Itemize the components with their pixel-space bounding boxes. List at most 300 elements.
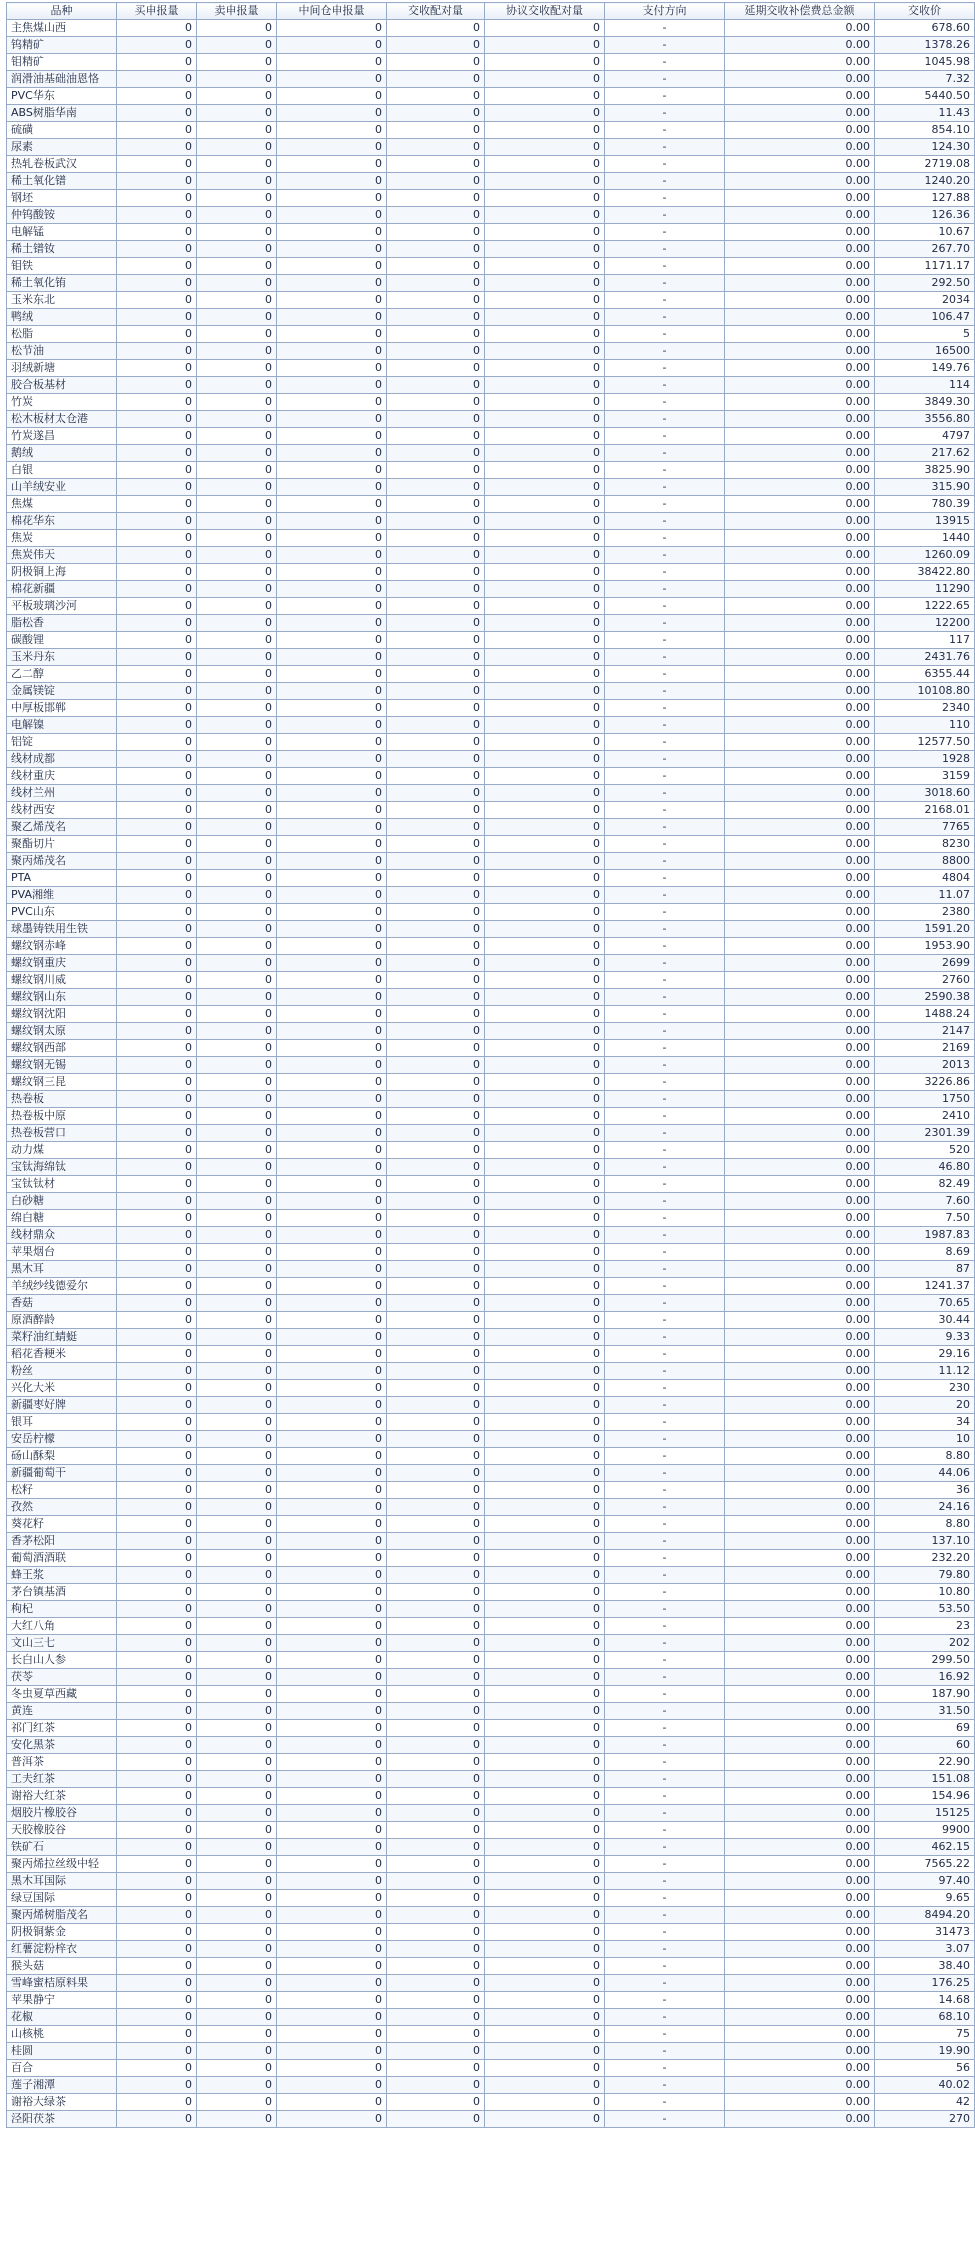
- intermediate-volume-cell: 0: [277, 37, 387, 54]
- table-row: [7, 785, 975, 802]
- buy-volume-cell: 0: [117, 479, 197, 496]
- matched-volume-cell: 0: [387, 1397, 485, 1414]
- buy-volume-cell: 0: [117, 1533, 197, 1550]
- buy-volume-cell: 0: [117, 1278, 197, 1295]
- agreement-matched-volume-cell: 0: [485, 581, 605, 598]
- buy-volume-cell: 0: [117, 1159, 197, 1176]
- buy-volume-cell: 0: [117, 1550, 197, 1567]
- variety-cell: ABS树脂华南: [7, 105, 117, 122]
- sell-volume-cell: 0: [197, 2077, 277, 2094]
- payment-direction-cell: -: [605, 1686, 725, 1703]
- delivery-price-cell: 1440: [875, 530, 975, 547]
- intermediate-volume-cell: 0: [277, 938, 387, 955]
- sell-volume-cell: 0: [197, 904, 277, 921]
- agreement-matched-volume-cell: 0: [485, 955, 605, 972]
- deferred-fee-cell: 0.00: [725, 411, 875, 428]
- deferred-fee-cell: 0.00: [725, 1346, 875, 1363]
- payment-direction-cell: -: [605, 1856, 725, 1873]
- variety-cell: 玉米东北: [7, 292, 117, 309]
- agreement-matched-volume-cell: 0: [485, 1584, 605, 1601]
- deferred-fee-cell: 0.00: [725, 1805, 875, 1822]
- matched-volume-cell: 0: [387, 853, 485, 870]
- table-row: [7, 88, 975, 105]
- agreement-matched-volume-cell: 0: [485, 1363, 605, 1380]
- table-row: [7, 343, 975, 360]
- delivery-price-cell: 12200: [875, 615, 975, 632]
- payment-direction-cell: -: [605, 1805, 725, 1822]
- matched-volume-cell: 0: [387, 1074, 485, 1091]
- payment-direction-cell: -: [605, 530, 725, 547]
- table-row: [7, 1431, 975, 1448]
- delivery-price-cell: 46.80: [875, 1159, 975, 1176]
- delivery-price-cell: 40.02: [875, 2077, 975, 2094]
- agreement-matched-volume-cell: 0: [485, 1941, 605, 1958]
- deferred-fee-cell: 0.00: [725, 1975, 875, 1992]
- agreement-matched-volume-cell: 0: [485, 479, 605, 496]
- sell-volume-cell: 0: [197, 54, 277, 71]
- header-matched-volume[interactable]: 交收配对量: [387, 3, 485, 20]
- sell-volume-cell: 0: [197, 1363, 277, 1380]
- delivery-price-cell: 20: [875, 1397, 975, 1414]
- table-row: [7, 326, 975, 343]
- sell-volume-cell: 0: [197, 241, 277, 258]
- table-row: [7, 1703, 975, 1720]
- deferred-fee-cell: 0.00: [725, 1771, 875, 1788]
- variety-cell: 香茅松阳: [7, 1533, 117, 1550]
- delivery-price-cell: 7765: [875, 819, 975, 836]
- matched-volume-cell: 0: [387, 88, 485, 105]
- buy-volume-cell: 0: [117, 37, 197, 54]
- deferred-fee-cell: 0.00: [725, 989, 875, 1006]
- table-row: [7, 190, 975, 207]
- table-row: [7, 1941, 975, 1958]
- buy-volume-cell: 0: [117, 972, 197, 989]
- agreement-matched-volume-cell: 0: [485, 1210, 605, 1227]
- header-deferred-fee-total[interactable]: 延期交收补偿费总金额: [725, 3, 875, 20]
- sell-volume-cell: 0: [197, 462, 277, 479]
- deferred-fee-cell: 0.00: [725, 1482, 875, 1499]
- deferred-fee-cell: 0.00: [725, 615, 875, 632]
- sell-volume-cell: 0: [197, 1635, 277, 1652]
- header-variety[interactable]: 品种: [7, 3, 117, 20]
- payment-direction-cell: -: [605, 904, 725, 921]
- payment-direction-cell: -: [605, 1771, 725, 1788]
- buy-volume-cell: 0: [117, 1431, 197, 1448]
- sell-volume-cell: 0: [197, 2111, 277, 2128]
- sell-volume-cell: 0: [197, 802, 277, 819]
- intermediate-volume-cell: 0: [277, 1465, 387, 1482]
- variety-cell: 动力煤: [7, 1142, 117, 1159]
- matched-volume-cell: 0: [387, 173, 485, 190]
- delivery-table-container: [6, 2, 975, 2128]
- variety-cell: 山羊绒安业: [7, 479, 117, 496]
- table-row: [7, 632, 975, 649]
- sell-volume-cell: 0: [197, 1193, 277, 1210]
- delivery-price-cell: 117: [875, 632, 975, 649]
- intermediate-volume-cell: 0: [277, 751, 387, 768]
- table-row: [7, 1193, 975, 1210]
- intermediate-volume-cell: 0: [277, 1992, 387, 2009]
- delivery-price-cell: 520: [875, 1142, 975, 1159]
- variety-cell: 聚丙烯树脂茂名: [7, 1907, 117, 1924]
- matched-volume-cell: 0: [387, 1210, 485, 1227]
- agreement-matched-volume-cell: 0: [485, 870, 605, 887]
- delivery-price-cell: 9.65: [875, 1890, 975, 1907]
- buy-volume-cell: 0: [117, 802, 197, 819]
- payment-direction-cell: -: [605, 1023, 725, 1040]
- delivery-price-cell: 34: [875, 1414, 975, 1431]
- intermediate-volume-cell: 0: [277, 1567, 387, 1584]
- variety-cell: 烟胶片橡胶谷: [7, 1805, 117, 1822]
- sell-volume-cell: 0: [197, 1839, 277, 1856]
- matched-volume-cell: 0: [387, 2094, 485, 2111]
- sell-volume-cell: 0: [197, 343, 277, 360]
- buy-volume-cell: 0: [117, 1057, 197, 1074]
- sell-volume-cell: 0: [197, 1431, 277, 1448]
- payment-direction-cell: -: [605, 836, 725, 853]
- deferred-fee-cell: 0.00: [725, 717, 875, 734]
- buy-volume-cell: 0: [117, 1992, 197, 2009]
- buy-volume-cell: 0: [117, 275, 197, 292]
- agreement-matched-volume-cell: 0: [485, 836, 605, 853]
- table-row: [7, 802, 975, 819]
- agreement-matched-volume-cell: 0: [485, 989, 605, 1006]
- intermediate-volume-cell: 0: [277, 1363, 387, 1380]
- intermediate-volume-cell: 0: [277, 1074, 387, 1091]
- variety-cell: 阴极铜紫金: [7, 1924, 117, 1941]
- payment-direction-cell: -: [605, 1890, 725, 1907]
- intermediate-volume-cell: 0: [277, 411, 387, 428]
- payment-direction-cell: -: [605, 1193, 725, 1210]
- header-buy-volume[interactable]: 买申报量: [117, 3, 197, 20]
- delivery-price-cell: 1240.20: [875, 173, 975, 190]
- payment-direction-cell: -: [605, 1108, 725, 1125]
- intermediate-volume-cell: 0: [277, 88, 387, 105]
- table-row: [7, 1907, 975, 1924]
- delivery-price-cell: 678.60: [875, 20, 975, 37]
- buy-volume-cell: 0: [117, 1074, 197, 1091]
- payment-direction-cell: -: [605, 1499, 725, 1516]
- buy-volume-cell: 0: [117, 1397, 197, 1414]
- header-payment-direction[interactable]: 支付方向: [605, 3, 725, 20]
- variety-cell: 聚乙烯茂名: [7, 819, 117, 836]
- sell-volume-cell: 0: [197, 1057, 277, 1074]
- buy-volume-cell: 0: [117, 2094, 197, 2111]
- delivery-price-cell: 127.88: [875, 190, 975, 207]
- intermediate-volume-cell: 0: [277, 734, 387, 751]
- sell-volume-cell: 0: [197, 2009, 277, 2026]
- deferred-fee-cell: 0.00: [725, 819, 875, 836]
- agreement-matched-volume-cell: 0: [485, 649, 605, 666]
- delivery-price-cell: 151.08: [875, 1771, 975, 1788]
- header-sell-volume[interactable]: 卖申报量: [197, 3, 277, 20]
- payment-direction-cell: -: [605, 1448, 725, 1465]
- agreement-matched-volume-cell: 0: [485, 683, 605, 700]
- matched-volume-cell: 0: [387, 955, 485, 972]
- agreement-matched-volume-cell: 0: [485, 1074, 605, 1091]
- deferred-fee-cell: 0.00: [725, 1261, 875, 1278]
- payment-direction-cell: -: [605, 615, 725, 632]
- variety-cell: 棉花华东: [7, 513, 117, 530]
- intermediate-volume-cell: 0: [277, 1584, 387, 1601]
- sell-volume-cell: 0: [197, 1958, 277, 1975]
- sell-volume-cell: 0: [197, 700, 277, 717]
- sell-volume-cell: 0: [197, 1584, 277, 1601]
- intermediate-volume-cell: 0: [277, 1006, 387, 1023]
- delivery-price-cell: 14.68: [875, 1992, 975, 2009]
- deferred-fee-cell: 0.00: [725, 1278, 875, 1295]
- buy-volume-cell: 0: [117, 1448, 197, 1465]
- payment-direction-cell: -: [605, 1057, 725, 1074]
- buy-volume-cell: 0: [117, 241, 197, 258]
- matched-volume-cell: 0: [387, 292, 485, 309]
- intermediate-volume-cell: 0: [277, 2111, 387, 2128]
- intermediate-volume-cell: 0: [277, 1686, 387, 1703]
- agreement-matched-volume-cell: 0: [485, 54, 605, 71]
- payment-direction-cell: -: [605, 1924, 725, 1941]
- agreement-matched-volume-cell: 0: [485, 1295, 605, 1312]
- payment-direction-cell: -: [605, 1329, 725, 1346]
- header-agreement-matched-volume[interactable]: 协议交收配对量: [485, 3, 605, 20]
- agreement-matched-volume-cell: 0: [485, 1397, 605, 1414]
- intermediate-volume-cell: 0: [277, 887, 387, 904]
- agreement-matched-volume-cell: 0: [485, 1159, 605, 1176]
- deferred-fee-cell: 0.00: [725, 1125, 875, 1142]
- matched-volume-cell: 0: [387, 615, 485, 632]
- sell-volume-cell: 0: [197, 1499, 277, 1516]
- payment-direction-cell: -: [605, 275, 725, 292]
- intermediate-volume-cell: 0: [277, 666, 387, 683]
- buy-volume-cell: 0: [117, 1856, 197, 1873]
- table-row: [7, 1380, 975, 1397]
- agreement-matched-volume-cell: 0: [485, 1703, 605, 1720]
- intermediate-volume-cell: 0: [277, 1295, 387, 1312]
- buy-volume-cell: 0: [117, 1023, 197, 1040]
- table-row: [7, 1448, 975, 1465]
- delivery-price-cell: 10: [875, 1431, 975, 1448]
- agreement-matched-volume-cell: 0: [485, 224, 605, 241]
- variety-cell: 枸杞: [7, 1601, 117, 1618]
- sell-volume-cell: 0: [197, 411, 277, 428]
- intermediate-volume-cell: 0: [277, 870, 387, 887]
- table-row: [7, 1057, 975, 1074]
- payment-direction-cell: -: [605, 54, 725, 71]
- matched-volume-cell: 0: [387, 2009, 485, 2026]
- deferred-fee-cell: 0.00: [725, 2094, 875, 2111]
- buy-volume-cell: 0: [117, 921, 197, 938]
- table-row: [7, 1414, 975, 1431]
- deferred-fee-cell: 0.00: [725, 1550, 875, 1567]
- variety-cell: 粉丝: [7, 1363, 117, 1380]
- payment-direction-cell: -: [605, 207, 725, 224]
- table-row: [7, 1397, 975, 1414]
- sell-volume-cell: 0: [197, 156, 277, 173]
- sell-volume-cell: 0: [197, 394, 277, 411]
- buy-volume-cell: 0: [117, 1686, 197, 1703]
- matched-volume-cell: 0: [387, 921, 485, 938]
- table-row: [7, 1652, 975, 1669]
- payment-direction-cell: -: [605, 1210, 725, 1227]
- intermediate-volume-cell: 0: [277, 1023, 387, 1040]
- buy-volume-cell: 0: [117, 1465, 197, 1482]
- matched-volume-cell: 0: [387, 870, 485, 887]
- agreement-matched-volume-cell: 0: [485, 1601, 605, 1618]
- buy-volume-cell: 0: [117, 173, 197, 190]
- intermediate-volume-cell: 0: [277, 1244, 387, 1261]
- sell-volume-cell: 0: [197, 1295, 277, 1312]
- buy-volume-cell: 0: [117, 71, 197, 88]
- intermediate-volume-cell: 0: [277, 224, 387, 241]
- delivery-price-cell: 60: [875, 1737, 975, 1754]
- variety-cell: 绿豆国际: [7, 1890, 117, 1907]
- payment-direction-cell: -: [605, 1159, 725, 1176]
- buy-volume-cell: 0: [117, 1805, 197, 1822]
- deferred-fee-cell: 0.00: [725, 1584, 875, 1601]
- sell-volume-cell: 0: [197, 1040, 277, 1057]
- intermediate-volume-cell: 0: [277, 1533, 387, 1550]
- agreement-matched-volume-cell: 0: [485, 1890, 605, 1907]
- table-row: [7, 2111, 975, 2128]
- deferred-fee-cell: 0.00: [725, 802, 875, 819]
- table-row: [7, 2026, 975, 2043]
- agreement-matched-volume-cell: 0: [485, 921, 605, 938]
- table-row: [7, 768, 975, 785]
- deferred-fee-cell: 0.00: [725, 122, 875, 139]
- deferred-fee-cell: 0.00: [725, 1533, 875, 1550]
- sell-volume-cell: 0: [197, 683, 277, 700]
- deferred-fee-cell: 0.00: [725, 292, 875, 309]
- delivery-price-cell: 1928: [875, 751, 975, 768]
- deferred-fee-cell: 0.00: [725, 768, 875, 785]
- sell-volume-cell: 0: [197, 1550, 277, 1567]
- variety-cell: 羽绒新塘: [7, 360, 117, 377]
- buy-volume-cell: 0: [117, 768, 197, 785]
- payment-direction-cell: -: [605, 1669, 725, 1686]
- variety-cell: 白银: [7, 462, 117, 479]
- variety-cell: 线材成都: [7, 751, 117, 768]
- variety-cell: 鹅绒: [7, 445, 117, 462]
- delivery-price-cell: 230: [875, 1380, 975, 1397]
- matched-volume-cell: 0: [387, 887, 485, 904]
- sell-volume-cell: 0: [197, 1720, 277, 1737]
- intermediate-volume-cell: 0: [277, 1227, 387, 1244]
- table-row: [7, 938, 975, 955]
- agreement-matched-volume-cell: 0: [485, 1482, 605, 1499]
- delivery-price-cell: 6355.44: [875, 666, 975, 683]
- deferred-fee-cell: 0.00: [725, 1652, 875, 1669]
- intermediate-volume-cell: 0: [277, 54, 387, 71]
- sell-volume-cell: 0: [197, 972, 277, 989]
- delivery-price-cell: 187.90: [875, 1686, 975, 1703]
- agreement-matched-volume-cell: 0: [485, 598, 605, 615]
- intermediate-volume-cell: 0: [277, 1397, 387, 1414]
- agreement-matched-volume-cell: 0: [485, 1448, 605, 1465]
- sell-volume-cell: 0: [197, 1703, 277, 1720]
- delivery-price-cell: 4797: [875, 428, 975, 445]
- payment-direction-cell: -: [605, 122, 725, 139]
- table-row: [7, 1244, 975, 1261]
- table-row: [7, 1754, 975, 1771]
- buy-volume-cell: 0: [117, 666, 197, 683]
- intermediate-volume-cell: 0: [277, 1516, 387, 1533]
- payment-direction-cell: -: [605, 394, 725, 411]
- header-delivery-price[interactable]: 交收价: [875, 3, 975, 20]
- variety-cell: 竹炭: [7, 394, 117, 411]
- sell-volume-cell: 0: [197, 2026, 277, 2043]
- intermediate-volume-cell: 0: [277, 1176, 387, 1193]
- matched-volume-cell: 0: [387, 683, 485, 700]
- variety-cell: 普洱茶: [7, 1754, 117, 1771]
- sell-volume-cell: 0: [197, 734, 277, 751]
- matched-volume-cell: 0: [387, 972, 485, 989]
- payment-direction-cell: -: [605, 717, 725, 734]
- deferred-fee-cell: 0.00: [725, 751, 875, 768]
- buy-volume-cell: 0: [117, 1822, 197, 1839]
- sell-volume-cell: 0: [197, 819, 277, 836]
- payment-direction-cell: -: [605, 156, 725, 173]
- deferred-fee-cell: 0.00: [725, 632, 875, 649]
- sell-volume-cell: 0: [197, 836, 277, 853]
- deferred-fee-cell: 0.00: [725, 71, 875, 88]
- delivery-price-cell: 7.60: [875, 1193, 975, 1210]
- deferred-fee-cell: 0.00: [725, 1431, 875, 1448]
- variety-cell: 原酒醉龄: [7, 1312, 117, 1329]
- sell-volume-cell: 0: [197, 1006, 277, 1023]
- sell-volume-cell: 0: [197, 360, 277, 377]
- buy-volume-cell: 0: [117, 1346, 197, 1363]
- matched-volume-cell: 0: [387, 717, 485, 734]
- table-row: [7, 1142, 975, 1159]
- matched-volume-cell: 0: [387, 1584, 485, 1601]
- intermediate-volume-cell: 0: [277, 1754, 387, 1771]
- variety-cell: 螺纹钢三昆: [7, 1074, 117, 1091]
- header-intermediate-volume[interactable]: 中间仓申报量: [277, 3, 387, 20]
- table-row: [7, 139, 975, 156]
- matched-volume-cell: 0: [387, 496, 485, 513]
- table-row: [7, 1227, 975, 1244]
- table-row: [7, 2060, 975, 2077]
- intermediate-volume-cell: 0: [277, 1635, 387, 1652]
- payment-direction-cell: -: [605, 1278, 725, 1295]
- table-row: [7, 1176, 975, 1193]
- delivery-price-cell: 1222.65: [875, 598, 975, 615]
- payment-direction-cell: -: [605, 1516, 725, 1533]
- variety-cell: 主焦煤山西: [7, 20, 117, 37]
- deferred-fee-cell: 0.00: [725, 666, 875, 683]
- deferred-fee-cell: 0.00: [725, 955, 875, 972]
- delivery-price-cell: 22.90: [875, 1754, 975, 1771]
- payment-direction-cell: -: [605, 309, 725, 326]
- deferred-fee-cell: 0.00: [725, 564, 875, 581]
- matched-volume-cell: 0: [387, 1380, 485, 1397]
- deferred-fee-cell: 0.00: [725, 1023, 875, 1040]
- delivery-price-cell: 217.62: [875, 445, 975, 462]
- deferred-fee-cell: 0.00: [725, 1992, 875, 2009]
- agreement-matched-volume-cell: 0: [485, 258, 605, 275]
- delivery-price-cell: 462.15: [875, 1839, 975, 1856]
- intermediate-volume-cell: 0: [277, 207, 387, 224]
- matched-volume-cell: 0: [387, 1669, 485, 1686]
- sell-volume-cell: 0: [197, 564, 277, 581]
- delivery-price-cell: 29.16: [875, 1346, 975, 1363]
- agreement-matched-volume-cell: 0: [485, 853, 605, 870]
- sell-volume-cell: 0: [197, 1346, 277, 1363]
- buy-volume-cell: 0: [117, 1482, 197, 1499]
- intermediate-volume-cell: 0: [277, 853, 387, 870]
- delivery-price-cell: 176.25: [875, 1975, 975, 1992]
- sell-volume-cell: 0: [197, 173, 277, 190]
- payment-direction-cell: -: [605, 632, 725, 649]
